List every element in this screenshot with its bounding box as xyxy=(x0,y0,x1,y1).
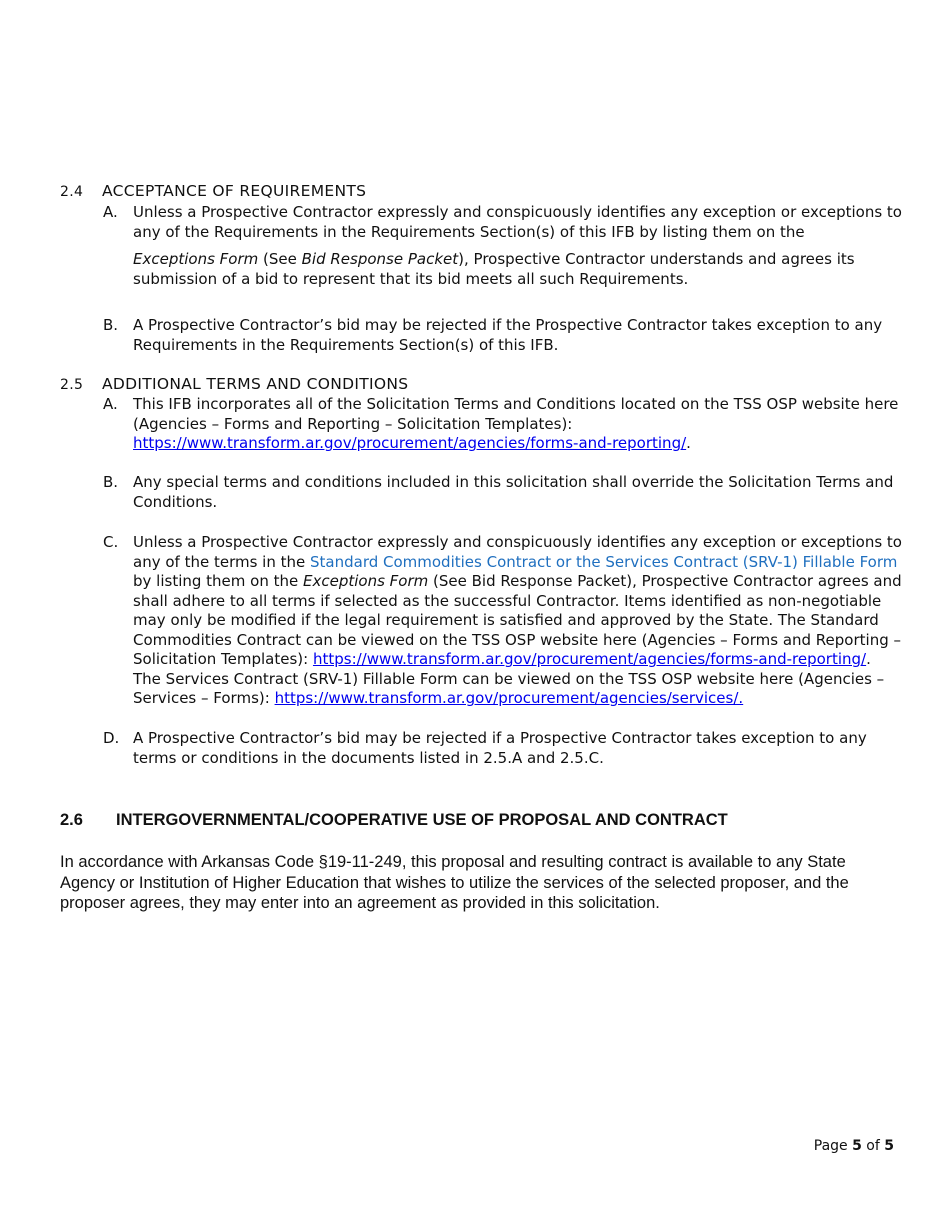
item-label: C. xyxy=(103,533,119,551)
current-page-number: 5 xyxy=(852,1138,862,1154)
exceptions-form-name: Exceptions Form xyxy=(133,250,259,268)
bid-response-packet-name: Bid Response Packet xyxy=(301,250,459,268)
section-2-5-heading xyxy=(60,375,408,393)
item-text: This IFB incorporates all of the Solicitation Terms and Conditions located on the TSS OSP website here (Agencies – Forms and Reporting – Solicitation Templates): https://www.transform.ar.gov/procurement/agencies/forms-and-reporting/. xyxy=(133,395,899,452)
services-link[interactable]: https://www.transform.ar.gov/procurement/agencies/services/. xyxy=(274,689,744,707)
section-2-6-heading xyxy=(60,811,728,830)
page-footer: Page 5 of 5 xyxy=(813,1138,894,1154)
item-text: Unless a Prospective Contractor expressly and conspicuously identifies any exception or exceptions to any of the Requirements in the Requirements Section(s) of this IFB by listing them on the xyxy=(133,203,902,241)
total-page-number: 5 xyxy=(884,1138,894,1154)
section-title: INTERGOVERNMENTAL/COOPERATIVE USE OF PROPOSAL AND CONTRACT xyxy=(116,811,728,829)
item-2-4-a xyxy=(103,203,903,289)
standard-contract-reference: Standard Commodities Contract or the Services Contract (SRV-1) Fillable Form xyxy=(310,552,898,571)
section-number: 2.6 xyxy=(60,811,83,829)
item-text: A Prospective Contractor’s bid may be rejected if a Prospective Contractor takes exception to any terms or conditions in the documents listed in 2.5.A and 2.5.C. xyxy=(133,729,867,767)
item-text: A Prospective Contractor’s bid may be rejected if the Prospective Contractor takes exception to any Requirements in the Requirements Section(s) of this IFB. xyxy=(133,316,883,354)
item-text: Unless a Prospective Contractor expressly and conspicuously identifies any exception or exceptions to any of the terms in the Standard Commodities Contract or the Services Contract (SRV-1) Fillable Form by listing them on the Exceptions Form (See Bid Response Packet), Prospective Contractor agrees and shall adhere to all terms if selected as the successful Contractor. Items identified as non-negotiable may only be modified if the legal requirement is satisfied and approved by the State. The Standard Commodities Contract can be viewed on the TSS OSP website here (Agencies – Forms and Reporting – Solicitation Templates): https://www.transform.ar.gov/procurement/agencies/forms-and-reporting/. The Services Contract (SRV-1) Fillable Form can be viewed on the TSS OSP website here (Agencies – Services – Forms): https://www.transform.ar.gov/procurement/agencies/services/. xyxy=(133,533,902,707)
item-2-5-a xyxy=(103,395,903,454)
item-label: A. xyxy=(103,203,118,221)
forms-and-reporting-link[interactable]: https://www.transform.ar.gov/procurement/agencies/forms-and-reporting/ xyxy=(312,650,867,668)
section-number: 2.4 xyxy=(60,184,84,200)
section-2-4-heading xyxy=(60,182,366,200)
section-title: ACCEPTANCE OF REQUIREMENTS xyxy=(102,182,367,200)
section-2-6-paragraph: In accordance with Arkansas Code §19-11-249, this proposal and resulting contract is available to any State Agency or Institution of Higher Education that wishes to utilize the services of the selected proposer, and the proposer agrees, they may enter into an agreement as provided in this solicitation. xyxy=(60,853,849,912)
section-number: 2.5 xyxy=(60,377,84,393)
item-2-5-d xyxy=(103,729,903,768)
exceptions-form-name: Exceptions Form xyxy=(303,572,429,590)
item-label: B. xyxy=(103,316,119,334)
item-2-5-c xyxy=(103,533,903,709)
item-text: Any special terms and conditions included in this solicitation shall override the Solicitation Terms and Conditions. xyxy=(133,473,894,511)
item-label: A. xyxy=(103,395,118,413)
item-2-4-b xyxy=(103,316,903,355)
item-label: D. xyxy=(103,729,120,747)
section-title: ADDITIONAL TERMS AND CONDITIONS xyxy=(102,375,409,393)
item-text-continued: Exceptions Form (See Bid Response Packet), Prospective Contractor understands and agrees its submission of a bid to represent that its bid meets all such Requirements. xyxy=(133,250,855,288)
forms-and-reporting-link[interactable]: https://www.transform.ar.gov/procurement/agencies/forms-and-reporting/ xyxy=(133,434,687,452)
item-2-5-b xyxy=(103,473,903,512)
item-label: B. xyxy=(103,473,119,491)
